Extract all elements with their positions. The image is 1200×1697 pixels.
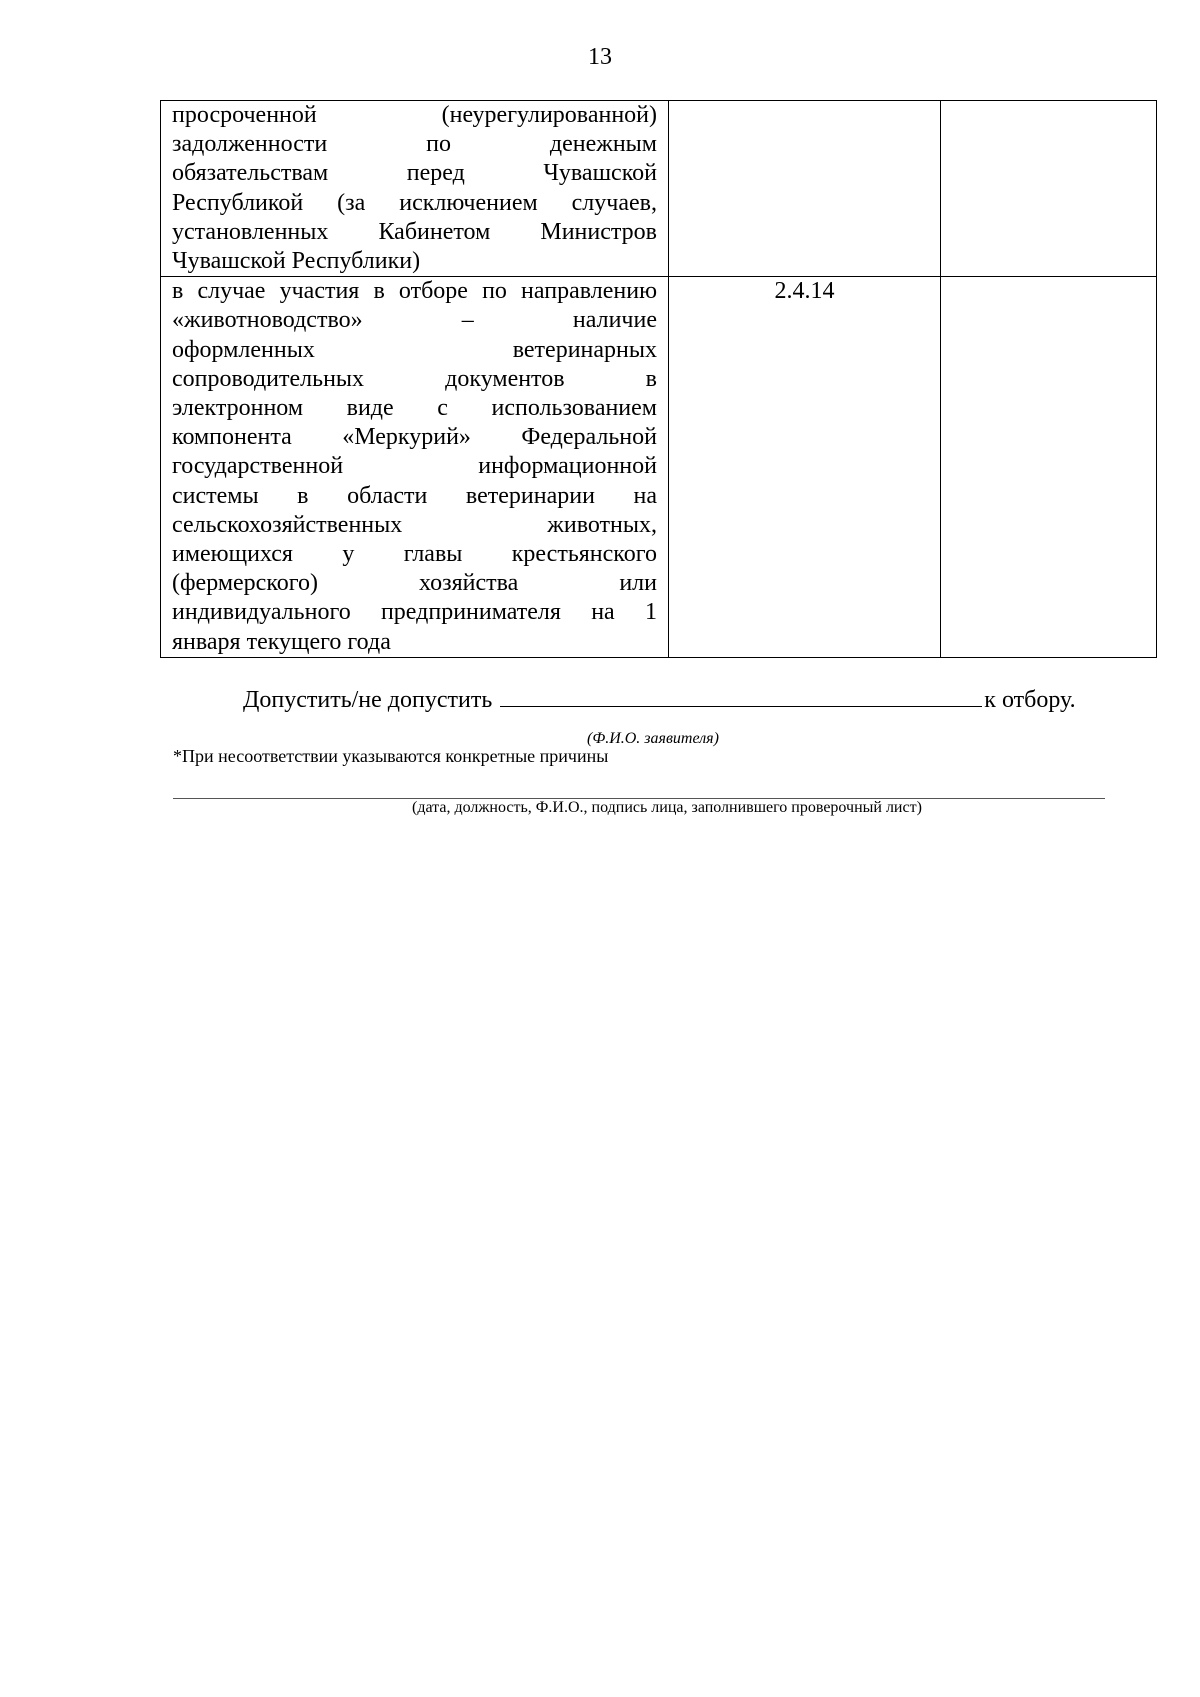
requirement-line: января текущего года (172, 628, 391, 655)
table-row (161, 277, 1157, 658)
requirement-line: индивидуального предпринимателя на 1 (172, 599, 657, 626)
applicant-name-blank[interactable] (500, 684, 982, 707)
admission-prefix: Допустить/не допустить (243, 687, 493, 713)
requirement-line: задолженности по денежным (172, 131, 657, 158)
requirement-line: (фермерского) хозяйства или (172, 570, 657, 597)
page-number: 13 (588, 44, 612, 70)
clause-number-cell: 2.4.14 (669, 277, 941, 658)
requirement-line: имеющихся у главы крестьянского (172, 541, 657, 568)
table-row (161, 101, 1157, 277)
requirement-line: оформленных ветеринарных (172, 336, 657, 363)
requirement-line: Республикой (за исключением случаев, (172, 189, 657, 216)
requirement-line: просроченной (неурегулированной) (172, 102, 657, 128)
requirement-line: обязательствам перед Чувашской (172, 160, 657, 187)
compliance-mark-cell (941, 277, 1157, 658)
requirement-line: системы в области ветеринарии на (172, 482, 657, 509)
requirement-line: электронном виде с использованием (172, 395, 657, 422)
requirement-line: сельскохозяйственных животных, (172, 511, 657, 538)
requirement-line: «животноводство» – наличие (172, 307, 657, 334)
signature-caption: (дата, должность, Ф.И.О., подпись лица, заполнившего проверочный лист) (412, 799, 922, 816)
checklist-table (160, 100, 1157, 658)
clause-number-cell (669, 101, 941, 277)
requirement-line: сопроводительных документов в (172, 365, 657, 392)
requirement-cell (161, 277, 669, 658)
requirement-line: в случае участия в отборе по направлению (172, 278, 657, 305)
footnote: *При несоответствии указываются конкретные причины (173, 746, 609, 766)
admission-suffix: к отбору. (984, 687, 1076, 713)
applicant-name-caption: (Ф.И.О. заявителя) (587, 730, 719, 747)
requirement-line: установленных Кабинетом Министров (172, 218, 657, 245)
requirement-line: компонента «Меркурий» Федеральной (172, 424, 657, 451)
requirement-line: государственной информационной (172, 453, 657, 480)
admission-statement (243, 684, 1076, 714)
requirement-line: Чувашской Республики) (172, 248, 421, 275)
requirement-cell (161, 101, 669, 277)
compliance-mark-cell (941, 101, 1157, 277)
